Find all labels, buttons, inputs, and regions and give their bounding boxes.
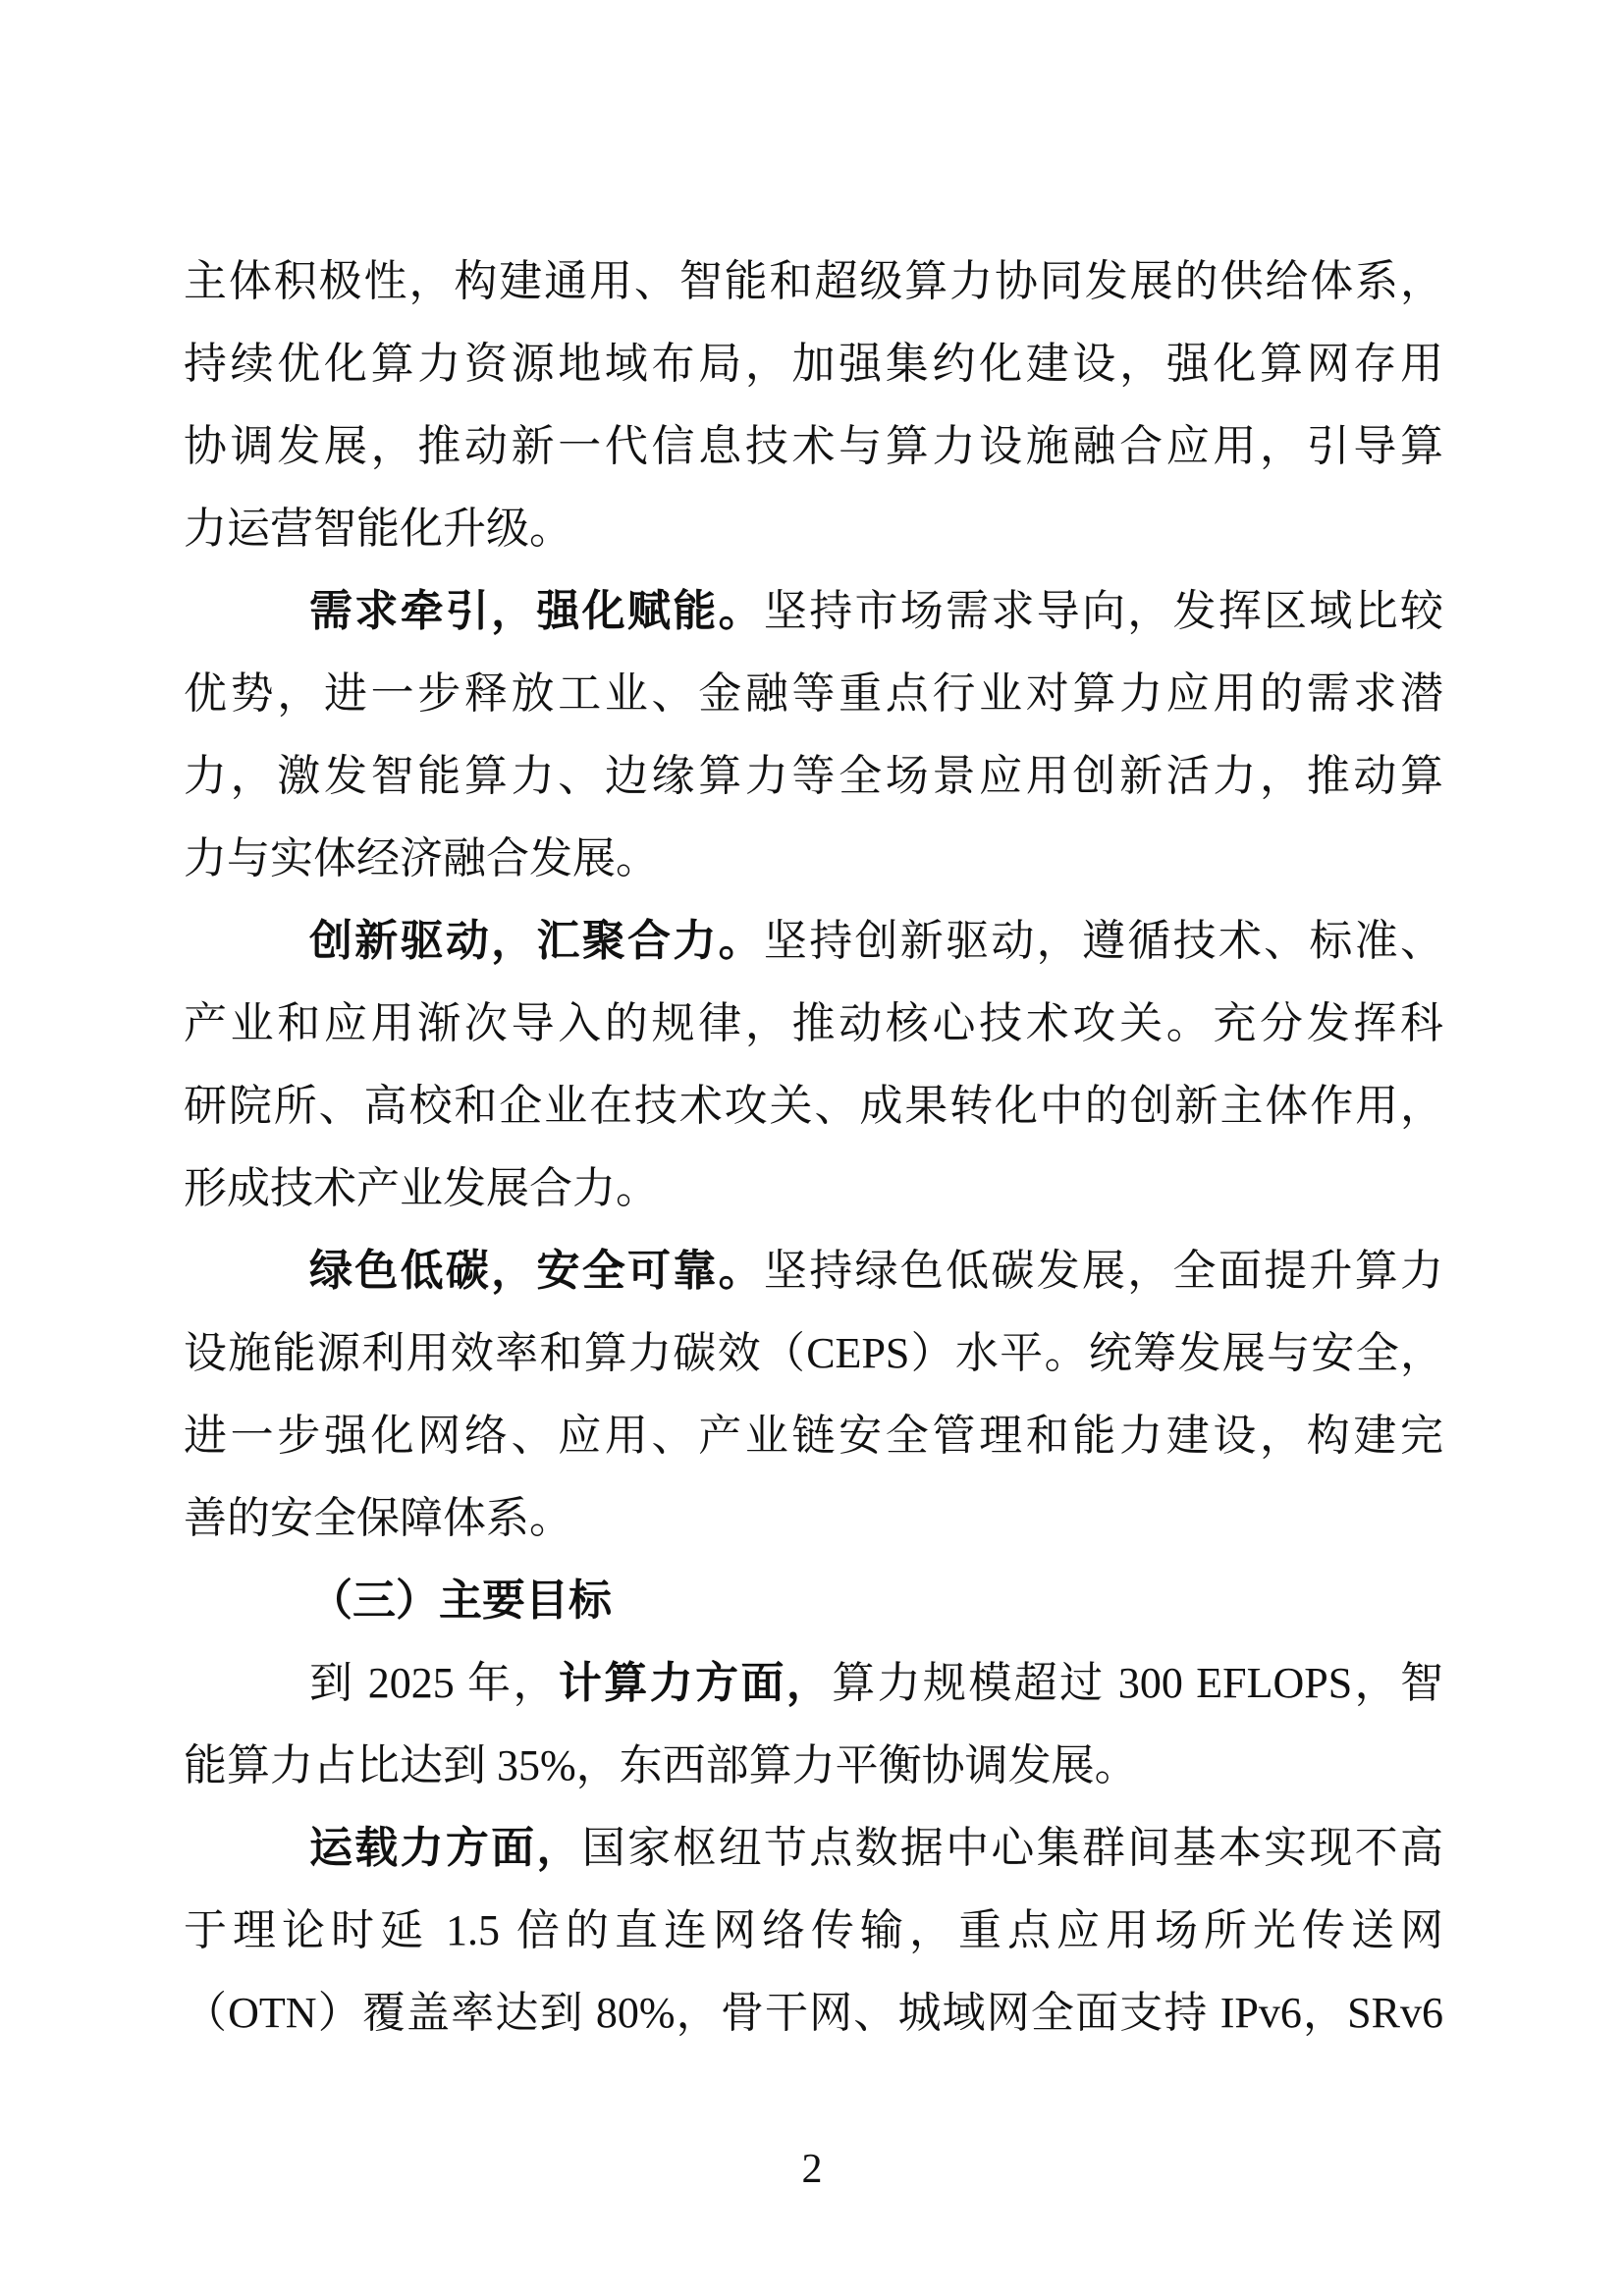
text-segment: 于理论时延 1.5 倍的直连网络传输，重点应用场所光传送网: [184, 1906, 1443, 1954]
text-line: [184, 983, 1443, 1065]
bold-lead-segment: （三）主要目标: [309, 1576, 612, 1625]
text-segment: 进一步强化网络、应用、产业链安全管理和能力建设，构建完: [184, 1412, 1443, 1460]
text-segment: 力，激发智能算力、边缘算力等全场景应用创新活力，推动算: [184, 752, 1443, 800]
text-block: [184, 240, 1443, 2055]
text-line: [184, 570, 1443, 653]
text-line: [184, 1477, 1443, 1560]
text-segment: 主体积极性，构建通用、智能和超级算力协同发展的供给体系，: [184, 257, 1443, 305]
text-segment: （OTN）覆盖率达到 80%，骨干网、城域网全面支持 IPv6，SRv6: [184, 1989, 1443, 2037]
text-line: [184, 1560, 1443, 1642]
text-segment: 形成技术产业发展合力。: [184, 1164, 659, 1212]
text-segment: 协调发展，推动新一代信息技术与算力设施融合应用，引导算: [184, 422, 1443, 470]
text-segment: 能算力占比达到 35%，东西部算力平衡协调发展。: [184, 1741, 1138, 1789]
text-segment: 研院所、高校和企业在技术攻关、成果转化中的创新主体作用，: [184, 1082, 1443, 1130]
text-line: [184, 1807, 1443, 1890]
text-line: [184, 818, 1443, 900]
text-line: [184, 1972, 1443, 2055]
text-segment: 善的安全保障体系。: [184, 1494, 572, 1542]
text-segment: 坚持创新驱动，遵循技术、标准、: [763, 917, 1443, 965]
text-line: [184, 1642, 1443, 1725]
text-line: [184, 1065, 1443, 1148]
text-line: [184, 735, 1443, 818]
text-segment: 算力规模超过 300 EFLOPS，智: [832, 1659, 1443, 1707]
text-line: [184, 1312, 1443, 1395]
page-number: 2: [801, 2147, 823, 2192]
bold-lead-segment: 创新驱动，汇聚合力。: [309, 917, 764, 965]
text-segment: 持续优化算力资源地域布局，加强集约化建设，强化算网存用: [184, 340, 1443, 388]
bold-lead-segment: 计算力方面，: [558, 1659, 833, 1707]
text-segment: 力与实体经济融合发展。: [184, 834, 659, 882]
text-line: [184, 1725, 1443, 1807]
bold-lead-segment: 运载力方面，: [309, 1824, 582, 1872]
text-line: [184, 1148, 1443, 1230]
text-line: [184, 1395, 1443, 1477]
text-segment: 力运营智能化升级。: [184, 505, 572, 553]
text-segment: 坚持市场需求导向，发挥区域比较: [763, 587, 1443, 635]
text-line: [184, 900, 1443, 983]
text-segment: 设施能源利用效率和算力碳效（CEPS）水平。统筹发展与安全，: [184, 1329, 1443, 1377]
text-line: [184, 1890, 1443, 1972]
text-segment: 优势，进一步释放工业、金融等重点行业对算力应用的需求潜: [184, 669, 1443, 718]
text-line: [184, 405, 1443, 488]
text-segment: 坚持绿色低碳发展，全面提升算力: [763, 1247, 1443, 1295]
text-line: [184, 653, 1443, 735]
text-segment: 国家枢纽节点数据中心集群间基本实现不高: [581, 1824, 1443, 1872]
text-line: [184, 240, 1443, 323]
text-segment: 到 2025 年，: [309, 1659, 559, 1707]
text-line: [184, 1230, 1443, 1312]
text-line: [184, 323, 1443, 405]
bold-lead-segment: 需求牵引，强化赋能。: [309, 587, 764, 635]
text-segment: 产业和应用渐次导入的规律，推动核心技术攻关。充分发挥科: [184, 999, 1443, 1047]
text-line: [184, 488, 1443, 570]
bold-lead-segment: 绿色低碳，安全可靠。: [309, 1247, 764, 1295]
